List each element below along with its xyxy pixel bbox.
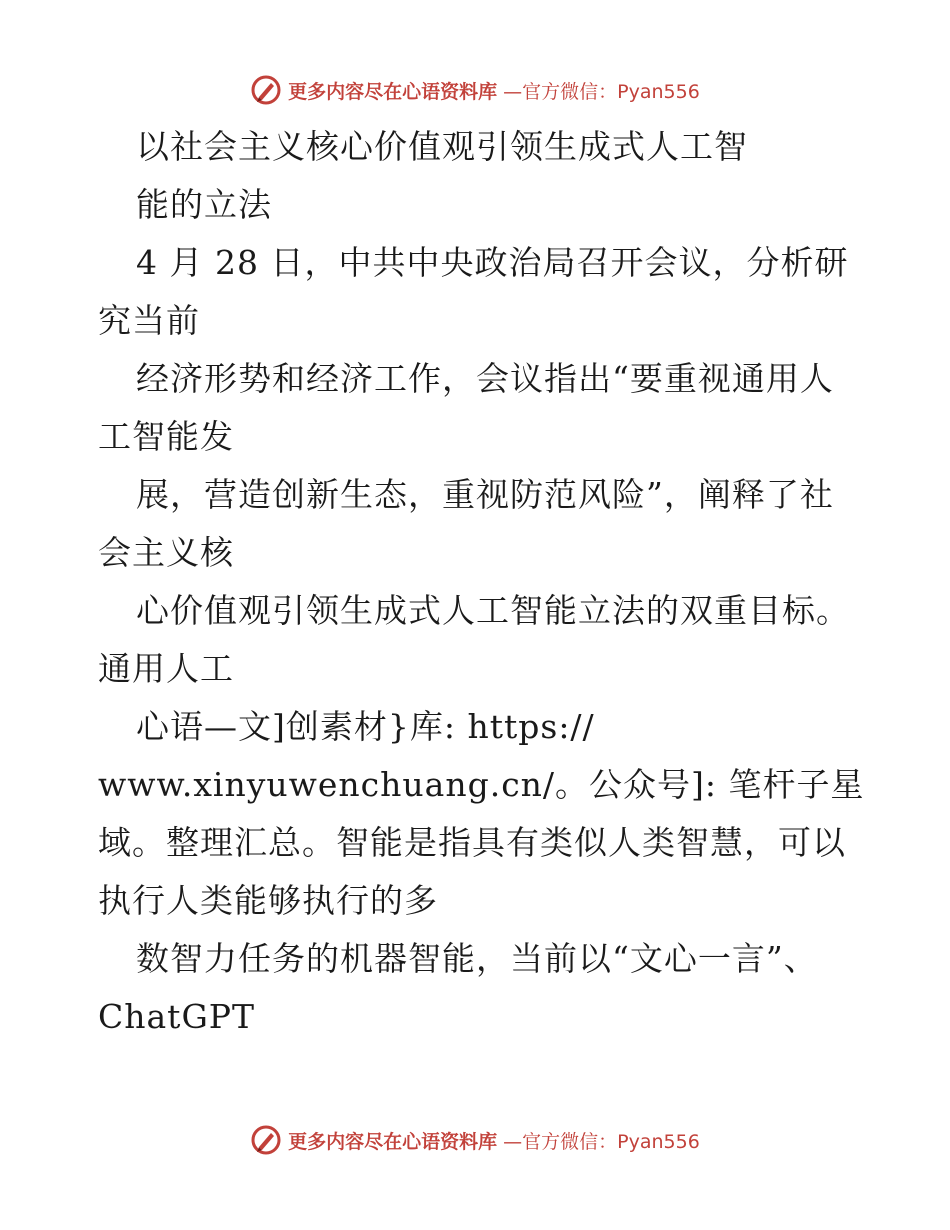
paragraph-line: 经济形势和经济工作，会议指出“要重视通用人	[136, 359, 834, 398]
paragraph-line: 工智能发	[98, 417, 234, 456]
paragraph-line: 数智力任务的机器智能，当前以“文心一言”、	[136, 939, 818, 978]
banner-sub-text: —官方微信：Pyan556	[503, 80, 700, 103]
paragraph-line: 究当前	[98, 301, 200, 340]
paragraph-line: 通用人工	[98, 649, 234, 688]
document-body	[98, 118, 865, 1046]
paragraph-line: 心价值观引领生成式人工智能立法的双重目标。	[136, 591, 850, 630]
banner-sub-text: —官方微信：Pyan556	[503, 1130, 700, 1153]
banner-main-text: 更多内容尽在心语资料库	[288, 80, 498, 103]
pen-logo-icon	[250, 74, 282, 106]
paragraph-line: 会主义核	[98, 533, 234, 572]
paragraph-line: ChatGPT	[98, 997, 256, 1036]
header-watermark-banner	[0, 70, 950, 110]
paragraph-line: 域。整理汇总。智能是指具有类似人类智慧，可以	[98, 823, 846, 862]
paragraph-line: 心语—文]创素材}库: https://	[136, 707, 595, 746]
paragraph-line: 4 月 28 日，中共中央政治局召开会议，分析研	[136, 243, 849, 282]
banner-main-text: 更多内容尽在心语资料库	[288, 1130, 498, 1153]
paragraph-line: www.xinyuwenchuang.cn/。公众号]: 笔杆子星	[98, 765, 865, 804]
paragraph-line: 展，营造创新生态，重视防范风险”，阐释了社	[136, 475, 834, 514]
title-line-2: 能的立法	[136, 185, 272, 224]
paragraph-line: 执行人类能够执行的多	[98, 881, 438, 920]
pen-logo-icon	[250, 1124, 282, 1156]
footer-watermark-banner	[0, 1120, 950, 1160]
title-line-1: 以社会主义核心价值观引领生成式人工智	[136, 127, 748, 166]
